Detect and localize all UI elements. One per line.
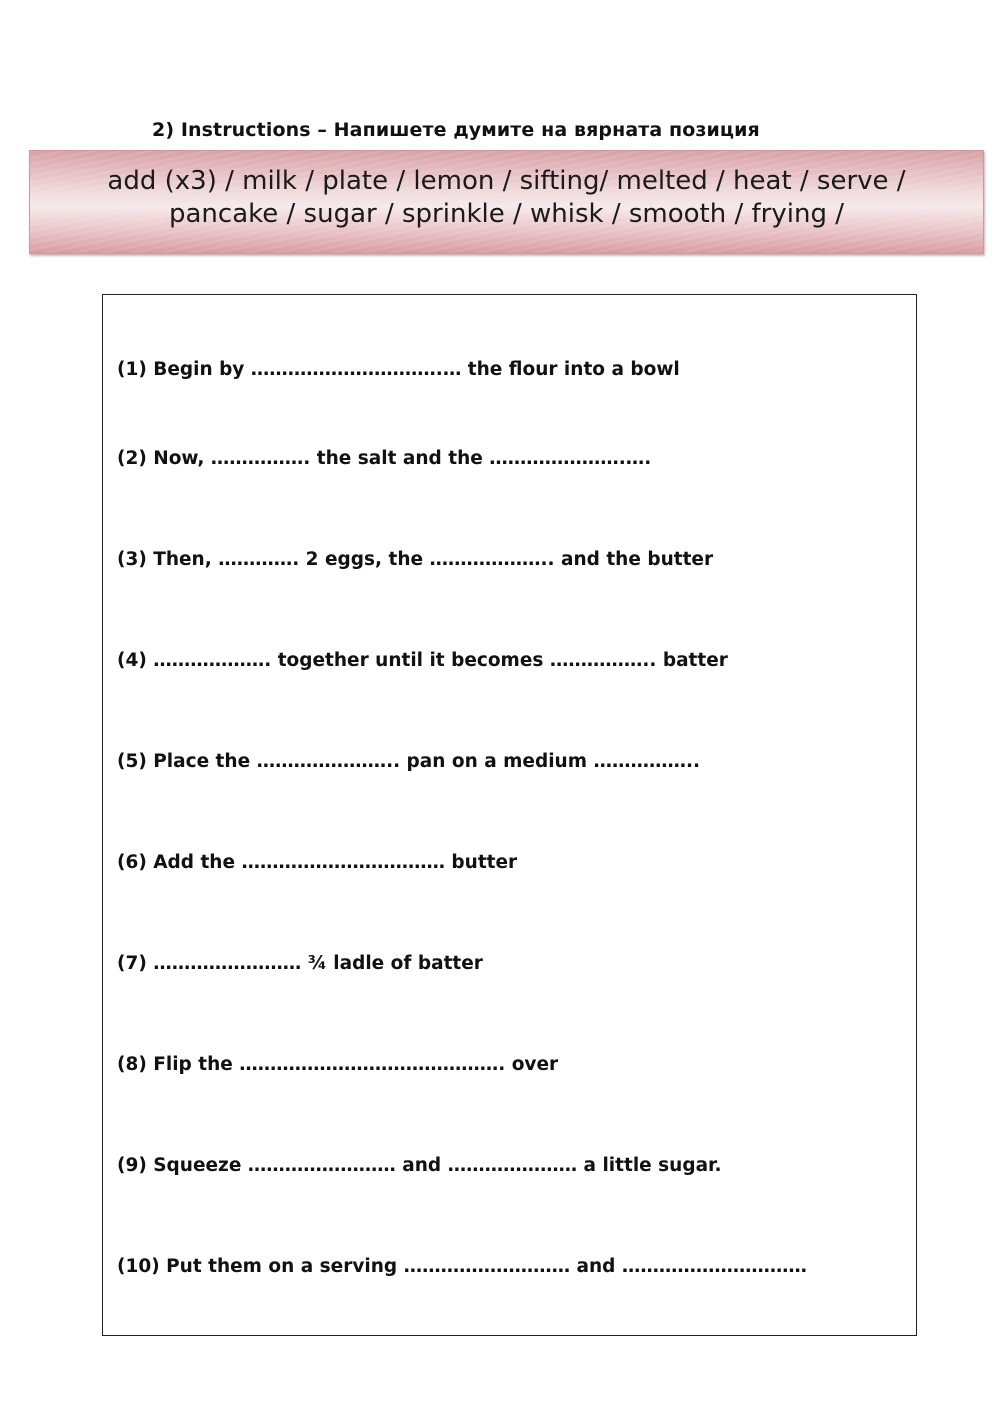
exercise-item-7: (7) …………………… ¾ ladle of batter — [117, 953, 483, 974]
exercise-box — [102, 294, 917, 1336]
exercise-item-1: (1) Begin by ………………………….… the flour into a bowl — [117, 359, 680, 380]
word-bank-banner — [29, 150, 984, 254]
exercise-item-4: (4) ………………. together until it becomes …………….. batter — [117, 650, 728, 671]
exercise-item-2: (2) Now, ……………. the salt and the ………………….…. — [117, 448, 652, 469]
instructions-heading: 2) Instructions – Напишете думите на вярната позиция — [152, 119, 760, 141]
word-bank-line-1: add (x3) / milk / plate / lemon / sifting/ melted / heat / serve / — [107, 166, 906, 196]
exercise-item-5: (5) Place the ………………….. pan on a medium …………….. — [117, 751, 700, 772]
exercise-item-6: (6) Add the …………………………… butter — [117, 852, 518, 873]
exercise-item-8: (8) Flip the ……………………………………. over — [117, 1054, 559, 1075]
word-bank-line-2: pancake / sugar / sprinkle / whisk / smooth / frying / — [169, 199, 844, 229]
word-bank-text — [93, 165, 919, 231]
exercise-item-10: (10) Put them on a serving ……………………… and ………………………… — [117, 1256, 807, 1277]
exercise-item-3: (3) Then, …………. 2 eggs, the ……………….. and the butter — [117, 549, 714, 570]
exercise-item-9: (9) Squeeze …………………… and ………………… a little sugar. — [117, 1155, 722, 1176]
